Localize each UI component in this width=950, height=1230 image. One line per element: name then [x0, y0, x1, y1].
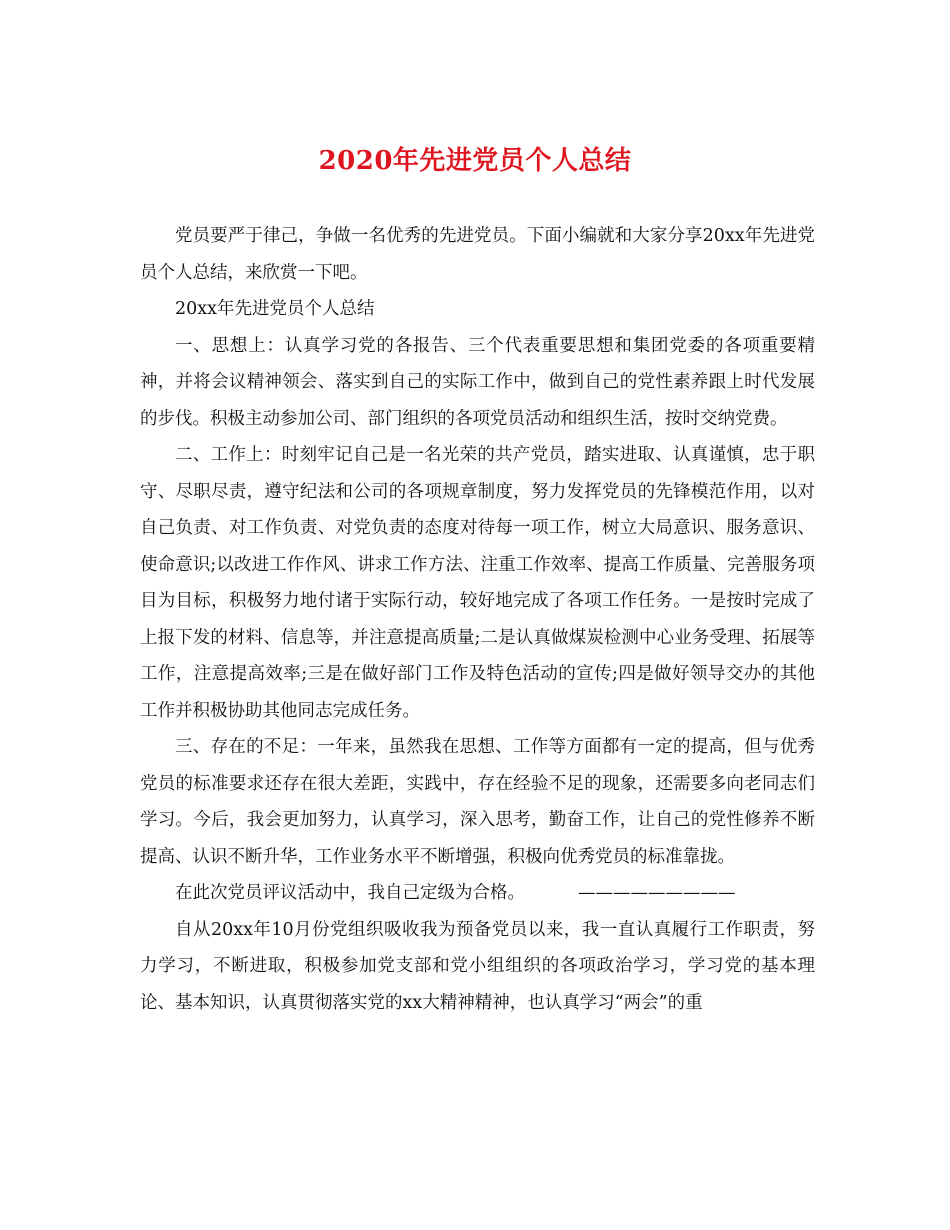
- work-paragraph: 二、工作上：时刻牢记自己是一名光荣的共产党员，踏实进取、认真谨慎，忠于职守、尽职尽责，遵守纪法和公司的各项规章制度，努力发挥党员的先锋模范作用，以对自己负责、对工作负责、对党负责的态度对待每一项工作，树立大局意识、服务意识、使命意识;以改进工作作风、讲求工作方法、注重工作效率、提高工作质量、完善服务项目为目标，积极努力地付诸于实际行动，较好地完成了各项工作任务。一是按时完成了上报下发的材料、信息等，并注意提高质量;二是认真做煤炭检测中心业务受理、拓展等工作，注意提高效率;三是在做好部门工作及特色活动的宣传;四是做好领导交办的其他工作并积极协助其他同志完成任务。: [140, 445, 815, 721]
- document-body: [140, 218, 815, 1021]
- shortcomings-paragraph: 三、存在的不足：一年来，虽然我在思想、工作等方面都有一定的提高，但与优秀党员的标准要求还存在很大差距，实践中，存在经验不足的现象，还需要多向老同志们学习。今后，我会更加努力，认真学习，深入思考，勤奋工作，让自己的党性修养不断提高、认识不断升华，工作业务水平不断增强，积极向优秀党员的标准靠拢。: [140, 737, 815, 867]
- document-title: 2020年先进党员个人总结: [318, 146, 632, 176]
- rating-text: 在此次党员评议活动中，我自己定级为合格。: [175, 883, 525, 903]
- since-paragraph: 自从20xx年10月份党组织吸收我为预备党员以来，我一直认真履行工作职责，努力学习，不断进取，积极参加党支部和党小组组织的各项政治学习，学习党的基本理论、基本知识，认真贯彻落实党的xx大精神精神，也认真学习“两会”的重: [140, 919, 815, 1013]
- rating-paragraph: [140, 875, 815, 912]
- intro-paragraph: 党员要严于律己，争做一名优秀的先进党员。下面小编就和大家分享20xx年先进党员个人总结，来欣赏一下吧。: [140, 226, 815, 283]
- subtitle-paragraph: 20xx年先进党员个人总结: [175, 299, 375, 319]
- separator-line: —————————: [578, 883, 736, 903]
- thought-paragraph: 一、思想上：认真学习党的各报告、三个代表重要思想和集团党委的各项重要精神，并将会议精神领会、落实到自己的实际工作中，做到自己的党性素养跟上时代发展的步伐。积极主动参加公司、部门组织的各项党员活动和组织生活，按时交纳党费。: [140, 335, 815, 429]
